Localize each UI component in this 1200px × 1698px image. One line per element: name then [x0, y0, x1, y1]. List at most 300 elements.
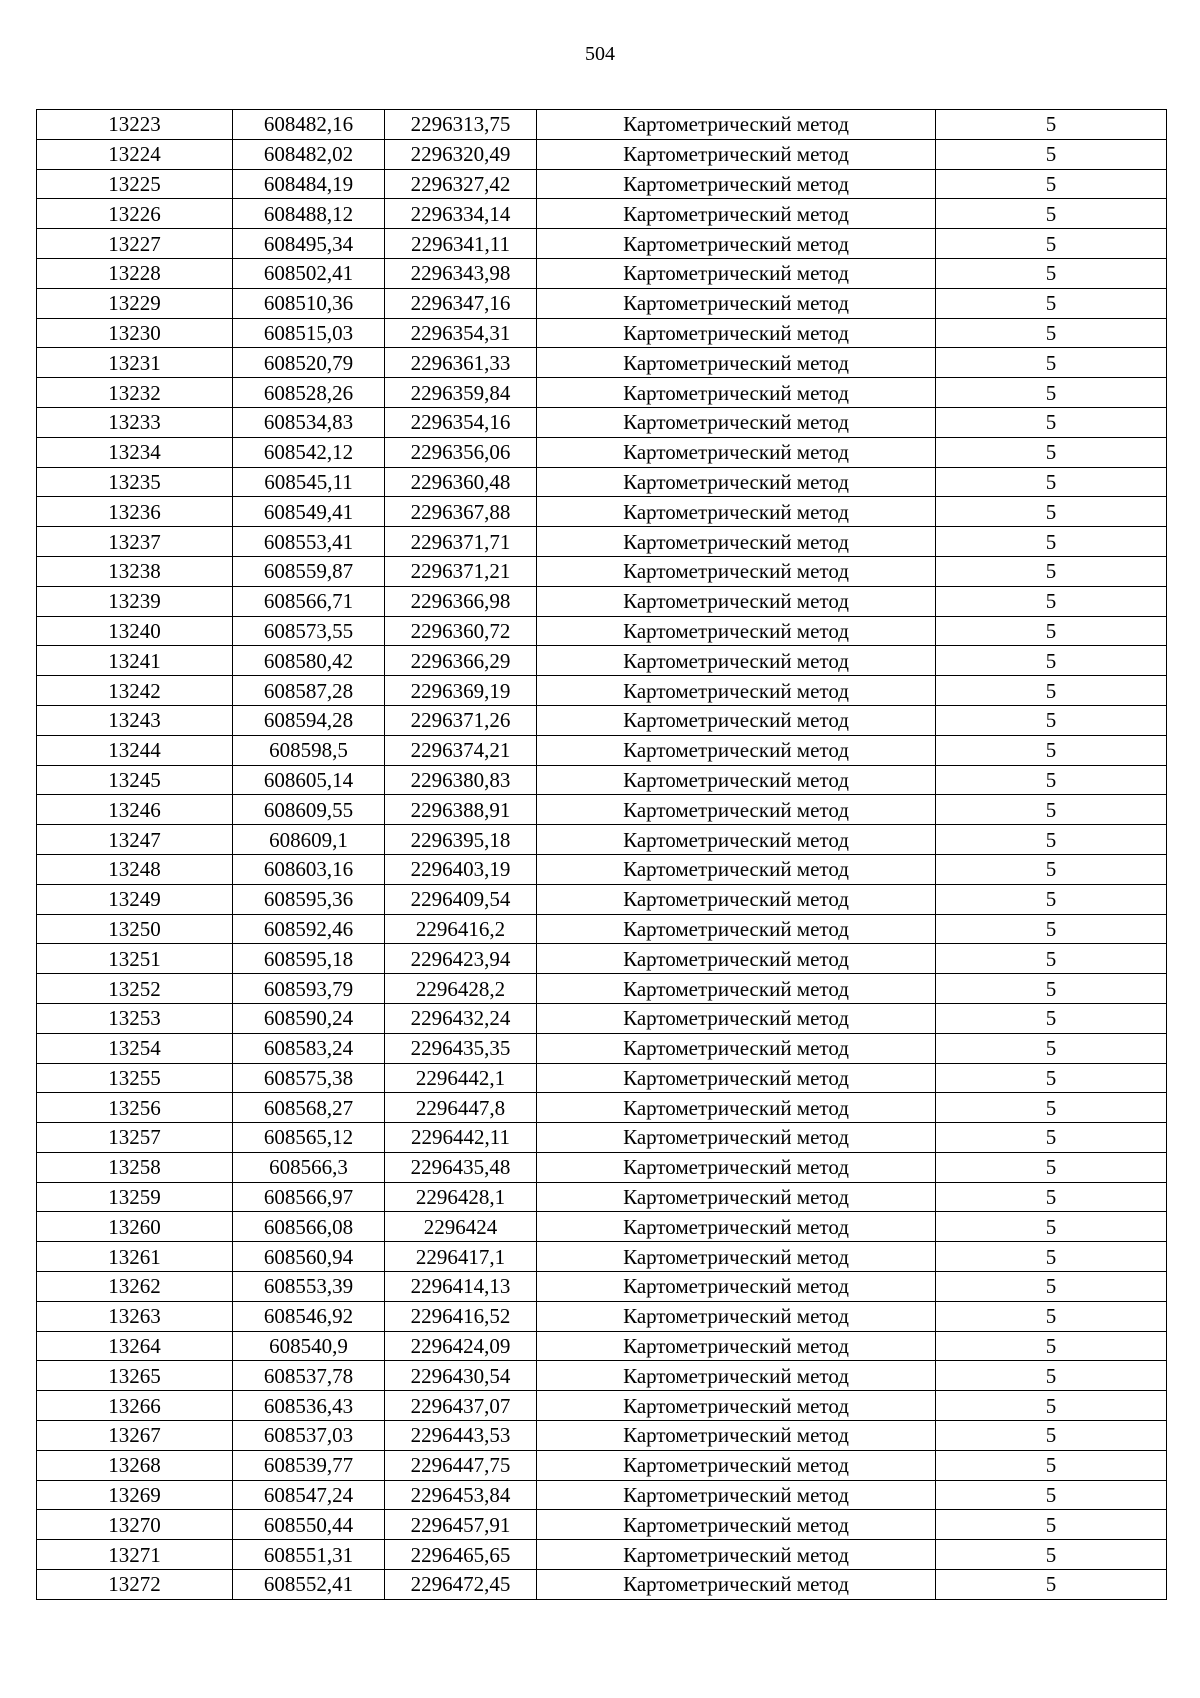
point-number-cell: 13242 — [37, 676, 233, 706]
x-coordinate-cell: 608520,79 — [233, 348, 385, 378]
point-number-cell: 13270 — [37, 1510, 233, 1540]
y-coordinate-cell: 2296360,72 — [385, 616, 537, 646]
point-number-cell: 13262 — [37, 1272, 233, 1302]
method-cell: Картометрический метод — [537, 169, 936, 199]
method-cell: Картометрический метод — [537, 1421, 936, 1451]
y-coordinate-cell: 2296334,14 — [385, 199, 537, 229]
method-cell: Картометрический метод — [537, 1301, 936, 1331]
table-row — [37, 229, 1167, 259]
point-number-cell: 13252 — [37, 974, 233, 1004]
coordinates-table — [36, 109, 1167, 1600]
table-row — [37, 1540, 1167, 1570]
method-cell: Картометрический метод — [537, 378, 936, 408]
method-cell: Картометрический метод — [537, 1152, 936, 1182]
y-coordinate-cell: 2296416,52 — [385, 1301, 537, 1331]
table-row — [37, 795, 1167, 825]
point-number-cell: 13233 — [37, 407, 233, 437]
point-number-cell: 13250 — [37, 914, 233, 944]
y-coordinate-cell: 2296417,1 — [385, 1242, 537, 1272]
table-row — [37, 914, 1167, 944]
table-row — [37, 825, 1167, 855]
table-row — [37, 1033, 1167, 1063]
method-cell: Картометрический метод — [537, 944, 936, 974]
y-coordinate-cell: 2296437,07 — [385, 1391, 537, 1421]
point-number-cell: 13267 — [37, 1421, 233, 1451]
y-coordinate-cell: 2296313,75 — [385, 110, 537, 140]
method-cell: Картометрический метод — [537, 1391, 936, 1421]
table-row — [37, 407, 1167, 437]
y-coordinate-cell: 2296403,19 — [385, 854, 537, 884]
precision-cell: 5 — [936, 825, 1167, 855]
x-coordinate-cell: 608565,12 — [233, 1123, 385, 1153]
method-cell: Картометрический метод — [537, 437, 936, 467]
x-coordinate-cell: 608536,43 — [233, 1391, 385, 1421]
table-row — [37, 676, 1167, 706]
precision-cell: 5 — [936, 407, 1167, 437]
point-number-cell: 13269 — [37, 1480, 233, 1510]
y-coordinate-cell: 2296366,98 — [385, 586, 537, 616]
x-coordinate-cell: 608515,03 — [233, 318, 385, 348]
table-row — [37, 1212, 1167, 1242]
y-coordinate-cell: 2296359,84 — [385, 378, 537, 408]
precision-cell: 5 — [936, 705, 1167, 735]
point-number-cell: 13266 — [37, 1391, 233, 1421]
x-coordinate-cell: 608537,03 — [233, 1421, 385, 1451]
y-coordinate-cell: 2296414,13 — [385, 1272, 537, 1302]
x-coordinate-cell: 608553,39 — [233, 1272, 385, 1302]
x-coordinate-cell: 608595,36 — [233, 884, 385, 914]
method-cell: Картометрический метод — [537, 1063, 936, 1093]
method-cell: Картометрический метод — [537, 556, 936, 586]
method-cell: Картометрический метод — [537, 110, 936, 140]
x-coordinate-cell: 608566,3 — [233, 1152, 385, 1182]
x-coordinate-cell: 608559,87 — [233, 556, 385, 586]
y-coordinate-cell: 2296442,11 — [385, 1123, 537, 1153]
x-coordinate-cell: 608539,77 — [233, 1450, 385, 1480]
table-row — [37, 1152, 1167, 1182]
x-coordinate-cell: 608552,41 — [233, 1570, 385, 1600]
method-cell: Картометрический метод — [537, 765, 936, 795]
x-coordinate-cell: 608568,27 — [233, 1093, 385, 1123]
method-cell: Картометрический метод — [537, 467, 936, 497]
y-coordinate-cell: 2296343,98 — [385, 258, 537, 288]
y-coordinate-cell: 2296447,75 — [385, 1450, 537, 1480]
x-coordinate-cell: 608566,08 — [233, 1212, 385, 1242]
method-cell: Картометрический метод — [537, 825, 936, 855]
point-number-cell: 13260 — [37, 1212, 233, 1242]
method-cell: Картометрический метод — [537, 1272, 936, 1302]
method-cell: Картометрический метод — [537, 1242, 936, 1272]
y-coordinate-cell: 2296424,09 — [385, 1331, 537, 1361]
precision-cell: 5 — [936, 1540, 1167, 1570]
y-coordinate-cell: 2296430,54 — [385, 1361, 537, 1391]
precision-cell: 5 — [936, 1003, 1167, 1033]
precision-cell: 5 — [936, 1391, 1167, 1421]
method-cell: Картометрический метод — [537, 229, 936, 259]
point-number-cell: 13244 — [37, 735, 233, 765]
precision-cell: 5 — [936, 1152, 1167, 1182]
point-number-cell: 13247 — [37, 825, 233, 855]
x-coordinate-cell: 608609,55 — [233, 795, 385, 825]
precision-cell: 5 — [936, 1182, 1167, 1212]
x-coordinate-cell: 608595,18 — [233, 944, 385, 974]
precision-cell: 5 — [936, 556, 1167, 586]
point-number-cell: 13263 — [37, 1301, 233, 1331]
y-coordinate-cell: 2296435,48 — [385, 1152, 537, 1182]
x-coordinate-cell: 608546,92 — [233, 1301, 385, 1331]
method-cell: Картометрический метод — [537, 318, 936, 348]
x-coordinate-cell: 608603,16 — [233, 854, 385, 884]
precision-cell: 5 — [936, 616, 1167, 646]
table-row — [37, 288, 1167, 318]
x-coordinate-cell: 608560,94 — [233, 1242, 385, 1272]
table-row — [37, 1301, 1167, 1331]
method-cell: Картометрический метод — [537, 676, 936, 706]
point-number-cell: 13259 — [37, 1182, 233, 1212]
point-number-cell: 13238 — [37, 556, 233, 586]
table-row — [37, 1182, 1167, 1212]
method-cell: Картометрический метод — [537, 1510, 936, 1540]
x-coordinate-cell: 608566,97 — [233, 1182, 385, 1212]
y-coordinate-cell: 2296380,83 — [385, 765, 537, 795]
x-coordinate-cell: 608550,44 — [233, 1510, 385, 1540]
point-number-cell: 13240 — [37, 616, 233, 646]
precision-cell: 5 — [936, 1421, 1167, 1451]
precision-cell: 5 — [936, 884, 1167, 914]
y-coordinate-cell: 2296443,53 — [385, 1421, 537, 1451]
y-coordinate-cell: 2296327,42 — [385, 169, 537, 199]
precision-cell: 5 — [936, 854, 1167, 884]
table-row — [37, 854, 1167, 884]
method-cell: Картометрический метод — [537, 914, 936, 944]
y-coordinate-cell: 2296416,2 — [385, 914, 537, 944]
y-coordinate-cell: 2296423,94 — [385, 944, 537, 974]
y-coordinate-cell: 2296356,06 — [385, 437, 537, 467]
precision-cell: 5 — [936, 1272, 1167, 1302]
y-coordinate-cell: 2296435,35 — [385, 1033, 537, 1063]
y-coordinate-cell: 2296388,91 — [385, 795, 537, 825]
x-coordinate-cell: 608488,12 — [233, 199, 385, 229]
point-number-cell: 13235 — [37, 467, 233, 497]
point-number-cell: 13243 — [37, 705, 233, 735]
table-row — [37, 586, 1167, 616]
precision-cell: 5 — [936, 765, 1167, 795]
precision-cell: 5 — [936, 1301, 1167, 1331]
table-row — [37, 1361, 1167, 1391]
method-cell: Картометрический метод — [537, 1123, 936, 1153]
precision-cell: 5 — [936, 1570, 1167, 1600]
x-coordinate-cell: 608592,46 — [233, 914, 385, 944]
table-row — [37, 169, 1167, 199]
table-row — [37, 1421, 1167, 1451]
precision-cell: 5 — [936, 318, 1167, 348]
point-number-cell: 13236 — [37, 497, 233, 527]
y-coordinate-cell: 2296354,16 — [385, 407, 537, 437]
point-number-cell: 13255 — [37, 1063, 233, 1093]
y-coordinate-cell: 2296447,8 — [385, 1093, 537, 1123]
method-cell: Картометрический метод — [537, 258, 936, 288]
x-coordinate-cell: 608528,26 — [233, 378, 385, 408]
precision-cell: 5 — [936, 378, 1167, 408]
point-number-cell: 13239 — [37, 586, 233, 616]
method-cell: Картометрический метод — [537, 1093, 936, 1123]
point-number-cell: 13230 — [37, 318, 233, 348]
method-cell: Картометрический метод — [537, 348, 936, 378]
precision-cell: 5 — [936, 1123, 1167, 1153]
method-cell: Картометрический метод — [537, 974, 936, 1004]
precision-cell: 5 — [936, 676, 1167, 706]
method-cell: Картометрический метод — [537, 646, 936, 676]
x-coordinate-cell: 608547,24 — [233, 1480, 385, 1510]
table-row — [37, 735, 1167, 765]
table-row — [37, 1331, 1167, 1361]
precision-cell: 5 — [936, 1361, 1167, 1391]
y-coordinate-cell: 2296341,11 — [385, 229, 537, 259]
x-coordinate-cell: 608482,16 — [233, 110, 385, 140]
x-coordinate-cell: 608549,41 — [233, 497, 385, 527]
point-number-cell: 13227 — [37, 229, 233, 259]
table-row — [37, 527, 1167, 557]
method-cell: Картометрический метод — [537, 1003, 936, 1033]
x-coordinate-cell: 608583,24 — [233, 1033, 385, 1063]
x-coordinate-cell: 608593,79 — [233, 974, 385, 1004]
y-coordinate-cell: 2296371,26 — [385, 705, 537, 735]
precision-cell: 5 — [936, 1063, 1167, 1093]
precision-cell: 5 — [936, 348, 1167, 378]
table-row — [37, 556, 1167, 586]
point-number-cell: 13251 — [37, 944, 233, 974]
x-coordinate-cell: 608605,14 — [233, 765, 385, 795]
method-cell: Картометрический метод — [537, 1540, 936, 1570]
method-cell: Картометрический метод — [537, 735, 936, 765]
y-coordinate-cell: 2296366,29 — [385, 646, 537, 676]
table-row — [37, 1391, 1167, 1421]
method-cell: Картометрический метод — [537, 884, 936, 914]
x-coordinate-cell: 608540,9 — [233, 1331, 385, 1361]
table-row — [37, 318, 1167, 348]
x-coordinate-cell: 608575,38 — [233, 1063, 385, 1093]
table-row — [37, 705, 1167, 735]
method-cell: Картометрический метод — [537, 1182, 936, 1212]
table-row — [37, 1510, 1167, 1540]
precision-cell: 5 — [936, 527, 1167, 557]
point-number-cell: 13258 — [37, 1152, 233, 1182]
table-row — [37, 258, 1167, 288]
table-row — [37, 467, 1167, 497]
precision-cell: 5 — [936, 467, 1167, 497]
point-number-cell: 13237 — [37, 527, 233, 557]
y-coordinate-cell: 2296369,19 — [385, 676, 537, 706]
y-coordinate-cell: 2296453,84 — [385, 1480, 537, 1510]
method-cell: Картометрический метод — [537, 1450, 936, 1480]
y-coordinate-cell: 2296360,48 — [385, 467, 537, 497]
table-row — [37, 348, 1167, 378]
table-row — [37, 1480, 1167, 1510]
point-number-cell: 13226 — [37, 199, 233, 229]
precision-cell: 5 — [936, 288, 1167, 318]
method-cell: Картометрический метод — [537, 407, 936, 437]
method-cell: Картометрический метод — [537, 1331, 936, 1361]
table-row — [37, 884, 1167, 914]
table-row — [37, 110, 1167, 140]
method-cell: Картометрический метод — [537, 139, 936, 169]
precision-cell: 5 — [936, 795, 1167, 825]
y-coordinate-cell: 2296428,2 — [385, 974, 537, 1004]
x-coordinate-cell: 608482,02 — [233, 139, 385, 169]
table-row — [37, 437, 1167, 467]
table-row — [37, 1123, 1167, 1153]
y-coordinate-cell: 2296374,21 — [385, 735, 537, 765]
precision-cell: 5 — [936, 199, 1167, 229]
method-cell: Картометрический метод — [537, 527, 936, 557]
precision-cell: 5 — [936, 437, 1167, 467]
x-coordinate-cell: 608573,55 — [233, 616, 385, 646]
x-coordinate-cell: 608542,12 — [233, 437, 385, 467]
point-number-cell: 13224 — [37, 139, 233, 169]
point-number-cell: 13232 — [37, 378, 233, 408]
method-cell: Картометрический метод — [537, 1033, 936, 1063]
coordinates-table-body — [37, 110, 1167, 1600]
point-number-cell: 13272 — [37, 1570, 233, 1600]
precision-cell: 5 — [936, 139, 1167, 169]
table-row — [37, 378, 1167, 408]
x-coordinate-cell: 608484,19 — [233, 169, 385, 199]
x-coordinate-cell: 608510,36 — [233, 288, 385, 318]
precision-cell: 5 — [936, 735, 1167, 765]
x-coordinate-cell: 608545,11 — [233, 467, 385, 497]
method-cell: Картометрический метод — [537, 497, 936, 527]
table-row — [37, 974, 1167, 1004]
method-cell: Картометрический метод — [537, 1570, 936, 1600]
x-coordinate-cell: 608566,71 — [233, 586, 385, 616]
point-number-cell: 13254 — [37, 1033, 233, 1063]
x-coordinate-cell: 608537,78 — [233, 1361, 385, 1391]
point-number-cell: 13246 — [37, 795, 233, 825]
precision-cell: 5 — [936, 1033, 1167, 1063]
table-row — [37, 497, 1167, 527]
method-cell: Картометрический метод — [537, 288, 936, 318]
method-cell: Картометрический метод — [537, 199, 936, 229]
y-coordinate-cell: 2296347,16 — [385, 288, 537, 318]
table-row — [37, 199, 1167, 229]
y-coordinate-cell: 2296371,21 — [385, 556, 537, 586]
point-number-cell: 13225 — [37, 169, 233, 199]
point-number-cell: 13268 — [37, 1450, 233, 1480]
precision-cell: 5 — [936, 497, 1167, 527]
point-number-cell: 13257 — [37, 1123, 233, 1153]
point-number-cell: 13223 — [37, 110, 233, 140]
point-number-cell: 13231 — [37, 348, 233, 378]
point-number-cell: 13229 — [37, 288, 233, 318]
point-number-cell: 13228 — [37, 258, 233, 288]
x-coordinate-cell: 608553,41 — [233, 527, 385, 557]
point-number-cell: 13245 — [37, 765, 233, 795]
y-coordinate-cell: 2296432,24 — [385, 1003, 537, 1033]
y-coordinate-cell: 2296320,49 — [385, 139, 537, 169]
method-cell: Картометрический метод — [537, 795, 936, 825]
precision-cell: 5 — [936, 1450, 1167, 1480]
table-row — [37, 1063, 1167, 1093]
method-cell: Картометрический метод — [537, 1361, 936, 1391]
y-coordinate-cell: 2296409,54 — [385, 884, 537, 914]
table-row — [37, 616, 1167, 646]
point-number-cell: 13234 — [37, 437, 233, 467]
table-row — [37, 646, 1167, 676]
table-row — [37, 1242, 1167, 1272]
x-coordinate-cell: 608551,31 — [233, 1540, 385, 1570]
y-coordinate-cell: 2296424 — [385, 1212, 537, 1242]
y-coordinate-cell: 2296371,71 — [385, 527, 537, 557]
precision-cell: 5 — [936, 110, 1167, 140]
x-coordinate-cell: 608590,24 — [233, 1003, 385, 1033]
y-coordinate-cell: 2296465,65 — [385, 1540, 537, 1570]
point-number-cell: 13264 — [37, 1331, 233, 1361]
precision-cell: 5 — [936, 646, 1167, 676]
y-coordinate-cell: 2296472,45 — [385, 1570, 537, 1600]
method-cell: Картометрический метод — [537, 1212, 936, 1242]
point-number-cell: 13265 — [37, 1361, 233, 1391]
point-number-cell: 13248 — [37, 854, 233, 884]
precision-cell: 5 — [936, 1242, 1167, 1272]
x-coordinate-cell: 608594,28 — [233, 705, 385, 735]
point-number-cell: 13271 — [37, 1540, 233, 1570]
method-cell: Картометрический метод — [537, 854, 936, 884]
precision-cell: 5 — [936, 1212, 1167, 1242]
table-row — [37, 944, 1167, 974]
precision-cell: 5 — [936, 1331, 1167, 1361]
precision-cell: 5 — [936, 1510, 1167, 1540]
precision-cell: 5 — [936, 1093, 1167, 1123]
precision-cell: 5 — [936, 1480, 1167, 1510]
precision-cell: 5 — [936, 914, 1167, 944]
y-coordinate-cell: 2296367,88 — [385, 497, 537, 527]
y-coordinate-cell: 2296428,1 — [385, 1182, 537, 1212]
y-coordinate-cell: 2296361,33 — [385, 348, 537, 378]
method-cell: Картометрический метод — [537, 705, 936, 735]
x-coordinate-cell: 608495,34 — [233, 229, 385, 259]
table-row — [37, 1003, 1167, 1033]
point-number-cell: 13256 — [37, 1093, 233, 1123]
precision-cell: 5 — [936, 974, 1167, 1004]
table-row — [37, 1450, 1167, 1480]
table-row — [37, 765, 1167, 795]
method-cell: Картометрический метод — [537, 1480, 936, 1510]
point-number-cell: 13249 — [37, 884, 233, 914]
y-coordinate-cell: 2296457,91 — [385, 1510, 537, 1540]
y-coordinate-cell: 2296354,31 — [385, 318, 537, 348]
x-coordinate-cell: 608534,83 — [233, 407, 385, 437]
point-number-cell: 13261 — [37, 1242, 233, 1272]
point-number-cell: 13253 — [37, 1003, 233, 1033]
method-cell: Картометрический метод — [537, 616, 936, 646]
table-row — [37, 1093, 1167, 1123]
precision-cell: 5 — [936, 169, 1167, 199]
precision-cell: 5 — [936, 944, 1167, 974]
point-number-cell: 13241 — [37, 646, 233, 676]
y-coordinate-cell: 2296395,18 — [385, 825, 537, 855]
precision-cell: 5 — [936, 229, 1167, 259]
x-coordinate-cell: 608609,1 — [233, 825, 385, 855]
y-coordinate-cell: 2296442,1 — [385, 1063, 537, 1093]
x-coordinate-cell: 608580,42 — [233, 646, 385, 676]
precision-cell: 5 — [936, 586, 1167, 616]
precision-cell: 5 — [936, 258, 1167, 288]
x-coordinate-cell: 608598,5 — [233, 735, 385, 765]
table-row — [37, 1570, 1167, 1600]
x-coordinate-cell: 608502,41 — [233, 258, 385, 288]
table-row — [37, 139, 1167, 169]
table-row — [37, 1272, 1167, 1302]
